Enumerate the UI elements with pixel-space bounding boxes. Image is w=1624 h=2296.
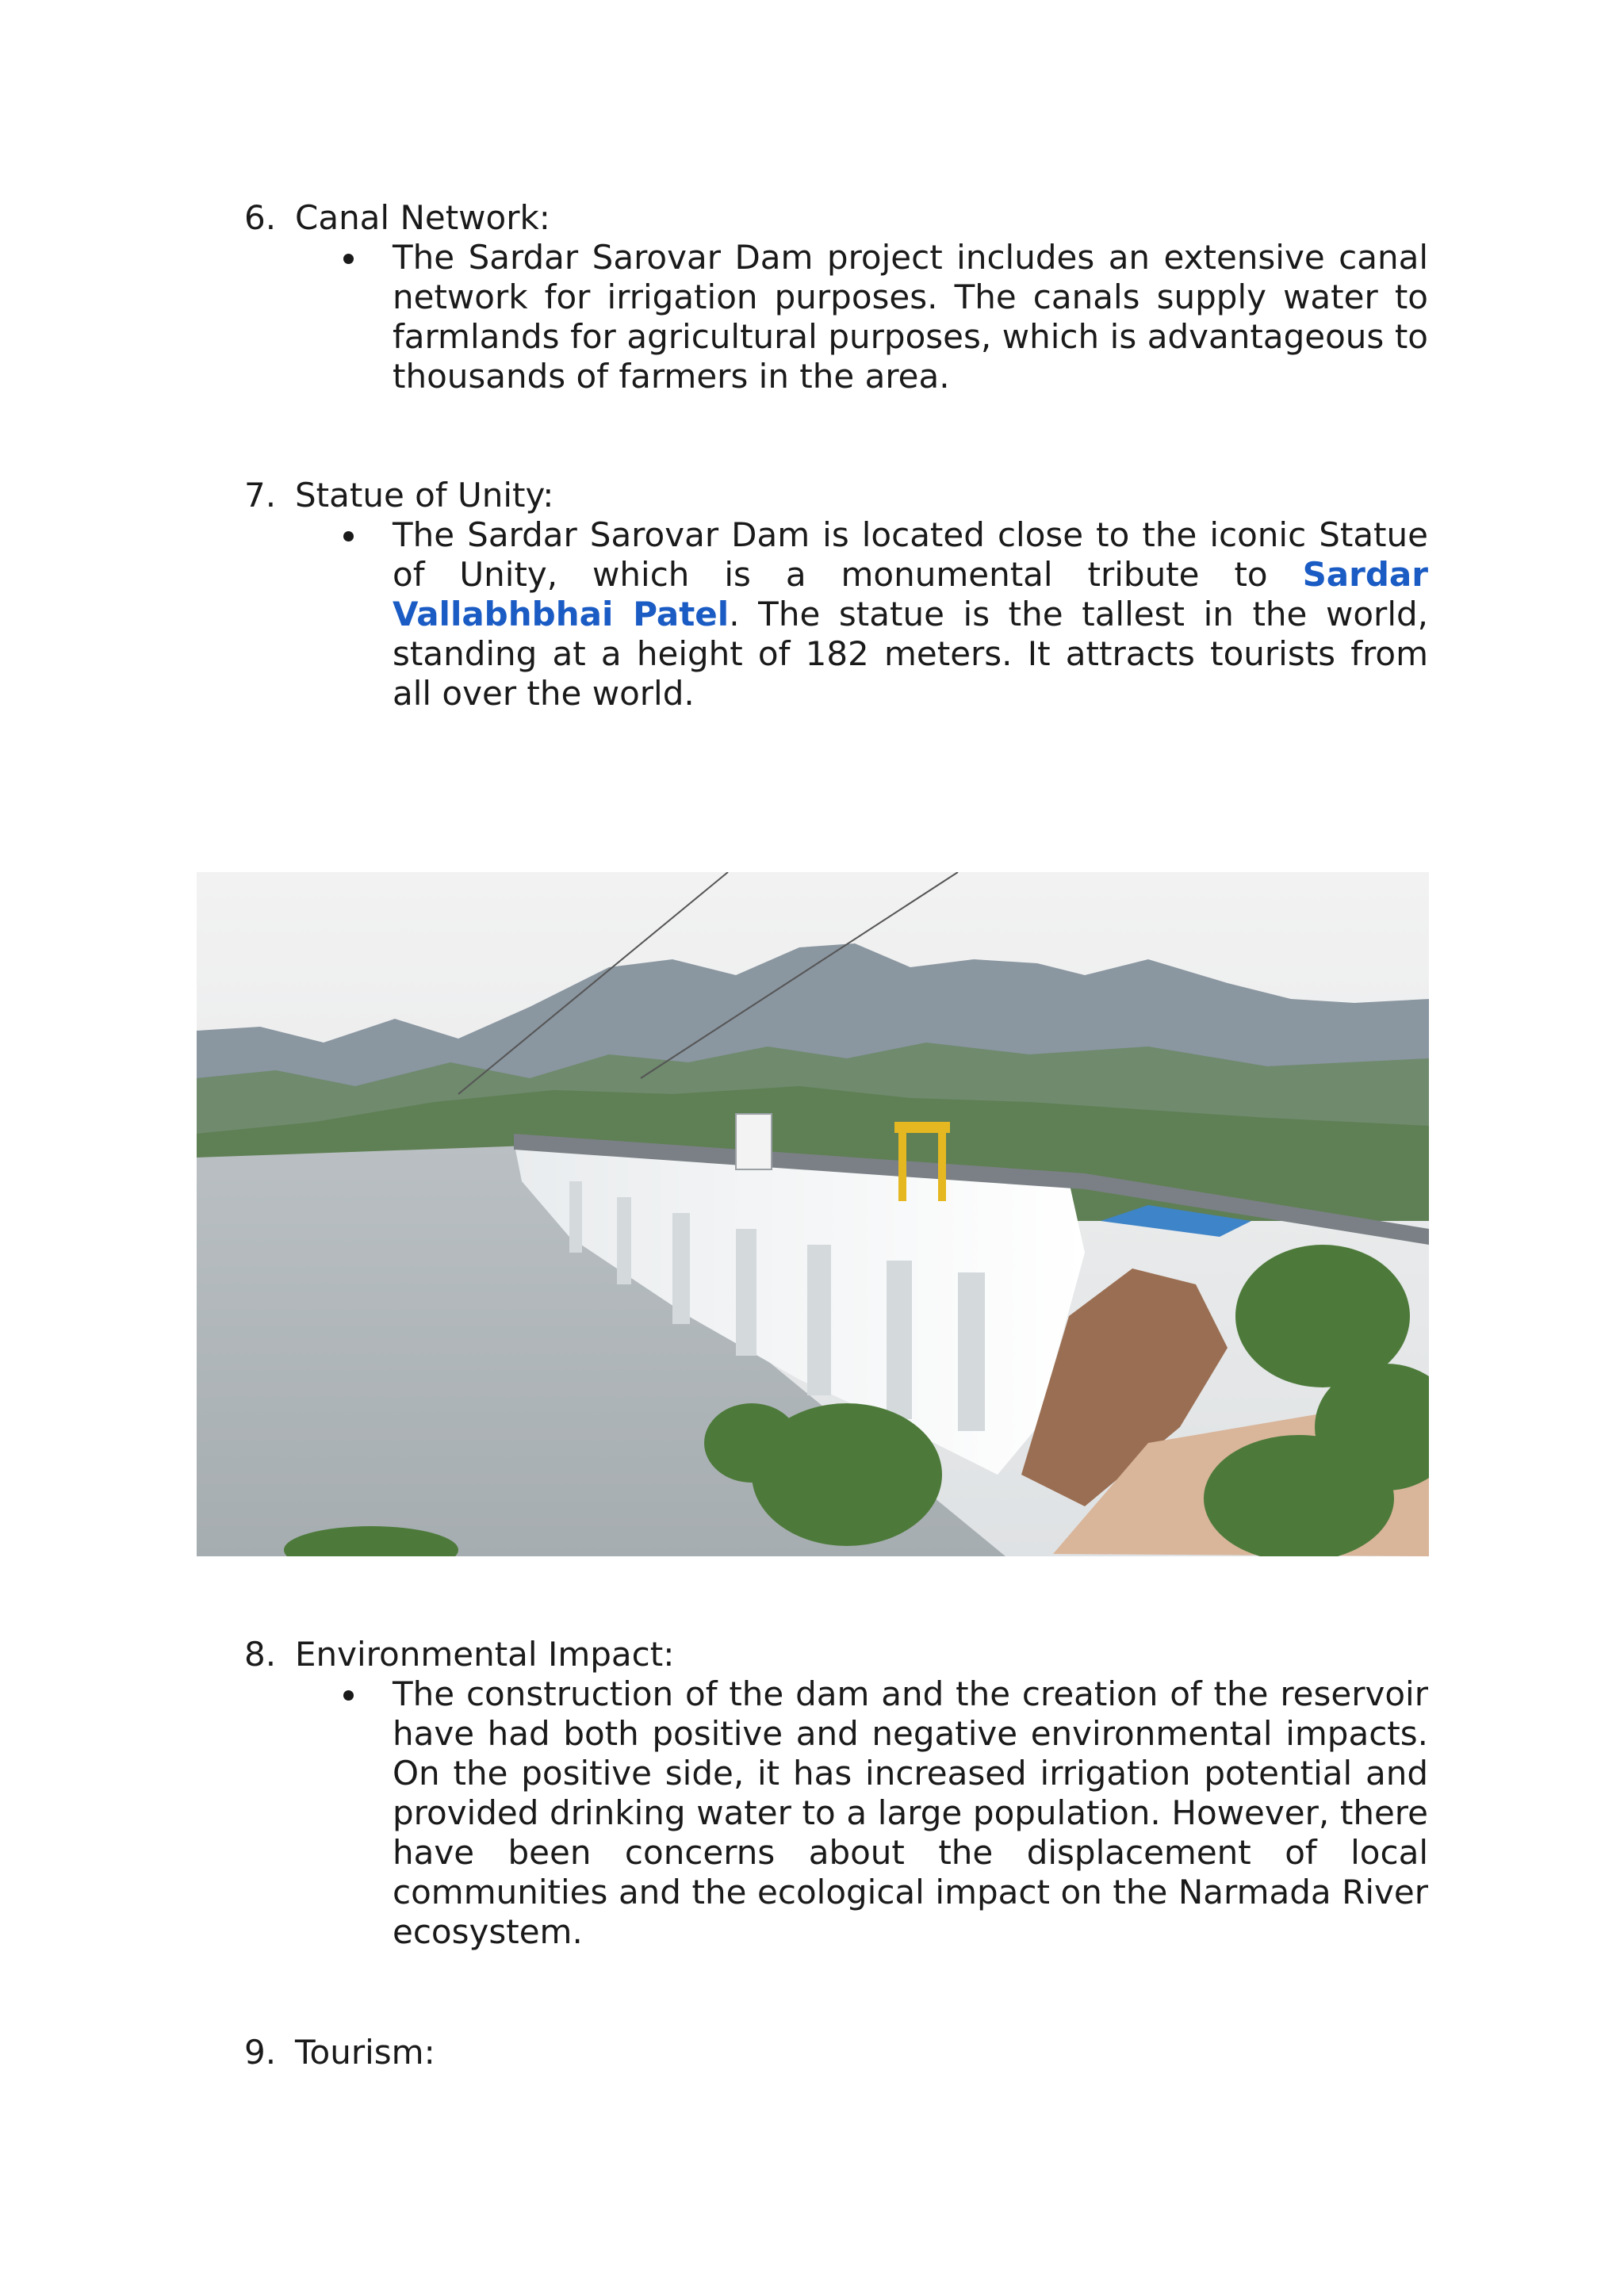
bullet-text-start: The Sardar Sarovar Dam is located close to the iconic Statue of Unity, which is a monumental tribute to: [393, 515, 1428, 594]
section-title: Canal Network:: [295, 198, 550, 237]
bullet-statue-of-unity: [393, 515, 1428, 714]
section-heading-environmental-impact: [244, 1635, 674, 1674]
section-heading-statue-of-unity: [244, 476, 553, 515]
section-heading-canal-network: [244, 198, 550, 238]
bullet-environmental-impact: The construction of the dam and the creation of the reservoir have had both positive and negative environmental impacts. On the positive side, it has increased irrigation potential and provided drinking water to a large population. However, there have been concerns about the displacement of local communities and the ecological impact on the Narmada River ecosystem.: [393, 1674, 1428, 1951]
section-heading-tourism: [244, 2033, 435, 2072]
dam-photo: [197, 872, 1429, 1556]
section-title: Environmental Impact:: [295, 1635, 675, 1674]
section-number: 6.: [244, 198, 277, 237]
bullet-text-end: . The statue is the tallest in the world, standing at a height of 182 meters. It attracts tourists from all over the world.: [393, 595, 1429, 713]
sardar-patel-link[interactable]: Sardar Vallabhbhai Patel: [393, 555, 1428, 633]
dam-photo-icon: [197, 872, 1429, 1556]
section-number: 7.: [244, 476, 277, 515]
bullet-icon: [343, 254, 354, 264]
bullet-icon: [343, 1690, 354, 1701]
section-number: 9.: [244, 2033, 277, 2072]
section-title: Tourism:: [295, 2033, 435, 2072]
bullet-canal-network: The Sardar Sarovar Dam project includes an extensive canal network for irrigation purposes. The canals supply water to farmlands for agricultural purposes, which is advantageous to thousands of farmers in the area.: [393, 238, 1428, 396]
section-number: 8.: [244, 1635, 277, 1674]
bullet-icon: [343, 531, 354, 541]
section-title: Statue of Unity:: [295, 476, 554, 515]
